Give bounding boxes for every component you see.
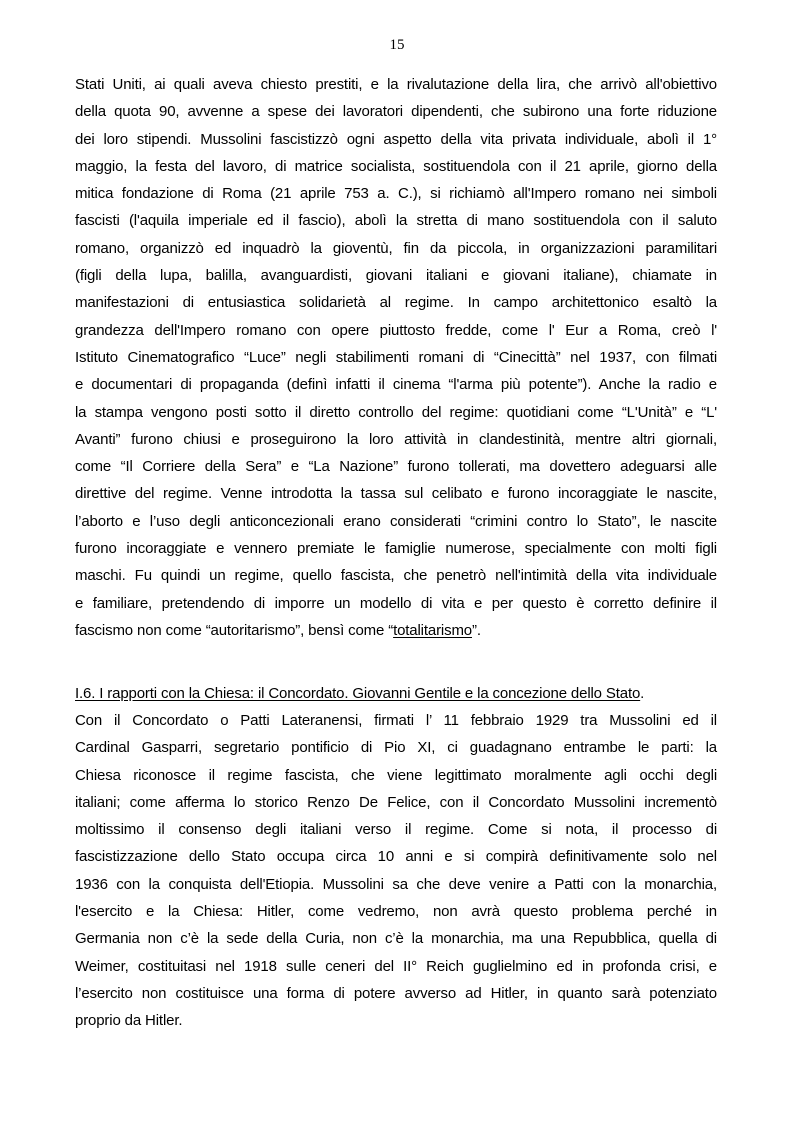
text-line: Con il Concordato o Patti Lateranensi, firmati l’ 11 febbraio 1929 tra Mussolini ed il [75, 712, 717, 729]
text-line: romano, organizzò ed inquadrò la gioventù, fin da piccola, in organizzazioni paramilitari [75, 239, 717, 257]
section-heading-line [75, 680, 717, 707]
text-fragment: ”. [472, 621, 481, 639]
text-line: maggio, la festa del lavoro, di matrice socialista, sostituendola con il 21 aprile, giorno della [75, 157, 717, 175]
text-line: l’aborto e l’uso degli anticoncezionali erano considerati “crimini contro lo Stato”, le nascite [75, 512, 717, 530]
section-heading-end: . [640, 685, 645, 702]
body-paragraph-1 [75, 71, 717, 644]
text-line: Avanti” furono chiusi e proseguirono la loro attività in clandestinità, mentre altri giornali, [75, 430, 717, 448]
text-line: Istituto Cinematografico “Luce” negli stabilimenti romani di “Cinecittà” nel 1937, con filmati [75, 348, 717, 366]
text-line: moltissimo il consenso degli italiani verso il regime. Come si nota, il processo di [75, 821, 717, 839]
text-line: Germania non c’è la sede della Curia, non c’è la monarchia, ma una Repubblica, quella di [75, 930, 717, 948]
text-line: Weimer, costituitasi nel 1918 sulle ceneri del II° Reich guglielmino ed in profonda crisi, e [75, 957, 717, 975]
text-line: furono incoraggiate e vennero premiate le famiglie numerose, specialmente con molti figli [75, 540, 717, 558]
text-line: (figli della lupa, balilla, avanguardisti, giovani italiani e giovani italiane), chiamate in [75, 267, 717, 285]
text-line: fascisti (l'aquila imperiale ed il fascio), abolì la stretta di mano sostituendola con il saluto [75, 212, 717, 230]
text-line: maschi. Fu quindi un regime, quello fascista, che penetrò nell'intimità della vita individuale [75, 567, 717, 585]
text-line-last [75, 617, 717, 644]
text-line-last: proprio da Hitler. [75, 1012, 183, 1030]
text-line: l'esercito e la Chiesa: Hitler, come vedremo, non avrà questo problema perché in [75, 903, 717, 921]
section-heading-text: I.6. I rapporti con la Chiesa: il Concordato. Giovanni Gentile e la concezione dello Stato [75, 685, 641, 702]
section-heading [75, 680, 717, 707]
text-line: e documentari di propaganda (definì infatti il cinema “l'arma più potente”). Anche la radio e [75, 376, 717, 394]
text-line: italiani; come afferma lo storico Renzo De Felice, con il Concordato Mussolini incrementò [75, 793, 717, 811]
text-line: fascistizzazione dello Stato occupa circa 10 anni e si compirà definitivamente solo nel [75, 848, 717, 866]
text-line: e familiare, pretendendo di imporre un modello di vita e per questo è corretto definire il [75, 594, 717, 612]
text-line: 1936 con la conquista dell'Etiopia. Mussolini sa che deve venire a Patti con la monarchia, [75, 875, 717, 893]
text-line: della quota 90, avvenne a spese dei lavoratori dipendenti, che subirono una forte riduzione [75, 103, 717, 121]
text-fragment: fascismo non come “autoritarismo”, bensì come “ [75, 621, 394, 639]
text-line: la stampa vengono posti sotto il diretto controllo del regime: quotidiani come “L'Unità” e “L' [75, 403, 717, 421]
text-line: come “Il Corriere della Sera” e “La Nazione” furono tollerati, ma dovettero adeguarsi alle [75, 458, 717, 476]
underlined-term-totalitarismo: totalitarismo [393, 621, 472, 639]
text-line: direttive del regime. Venne introdotta la tassa sul celibato e furono incoraggiate le nascite, [75, 485, 717, 503]
body-paragraph-2 [75, 707, 717, 1035]
text-line: l’esercito non costituisce una forma di potere avverso ad Hitler, in quanto sarà potenziato [75, 984, 717, 1002]
text-line: Cardinal Gasparri, segretario pontificio di Pio XI, ci guadagnano entrambe le parti: la [75, 739, 717, 757]
text-line: Stati Uniti, ai quali aveva chiesto prestiti, e la rivalutazione della lira, che arrivò all'obiettivo [75, 76, 717, 93]
text-line: manifestazioni di entusiastica solidarietà al regime. In campo architettonico esaltò la [75, 294, 717, 312]
text-line: dei loro stipendi. Mussolini fascistizzò ogni aspetto della vita privata individuale, abolì il 1° [75, 130, 717, 148]
text-line: grandezza dell'Impero romano con opere piuttosto fredde, come l' Eur a Roma, creò l' [75, 321, 717, 339]
text-line: Chiesa riconosce il regime fascista, che viene legittimato moralmente agli occhi degli [75, 766, 717, 784]
page-number: 15 [389, 37, 405, 53]
text-line: mitica fondazione di Roma (21 aprile 753 a. C.), si richiamò all'Impero romano nei simboli [75, 185, 717, 203]
